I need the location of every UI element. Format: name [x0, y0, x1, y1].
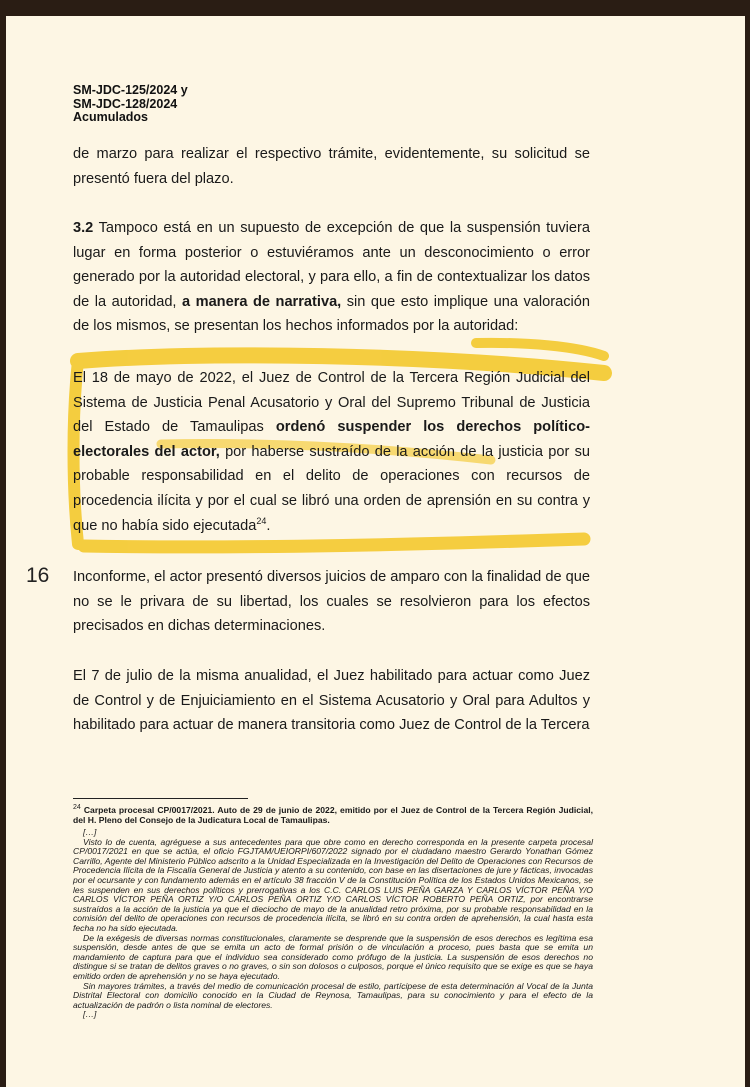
case-accumulated-label: Acumulados [73, 110, 149, 124]
case-number-2: SM-JDC-128/2024 [73, 96, 178, 111]
handwritten-line-number: 16 [26, 564, 50, 587]
footnote-ref-24[interactable]: 24 [256, 515, 267, 526]
footnote-ellipsis-start: […] [83, 827, 97, 837]
footnote-paragraph-1: Visto lo de cuenta, agréguese a sus antecedentes para que obre como en derecho corresponda en la presente carpeta procesal CP/0017/2021 en que se actúa, el oficio FGJTAM/UEIORPI/607/2022 signado por el ciudadano maestro Gerardo Yonathan Gómez Carrillo, Agente del Ministerio Público adscrito a la Unidad Especializada en la Investigación del Delito de Operaciones con Recursos de Procedencia Ilícita de la Fiscalía General de Justicia y atento a su contenido, con base en las disertaciones de jure y fácticas, invocadas por el ocursante y con fundamento además en el artículo 38 fracción V de la Constitución Política de los Estados Unidos Mexicanos, se les suspenden en sus derechos políticos y prerrogativas a los C.C. CARLOS LUIS PEÑA GARZA Y CARLOS VÍCTOR PEÑA Y/O CARLOS VÍCTOR PEÑA ORTIZ Y/O CARLOS PEÑA ORTIZ Y/O CARLOS VÍCTOR ROBERTO PEÑA ORTIZ, por encontrarse sustraídos a la acción de la justicia ya que el dieciocho de mayo de la anualidad retro próxima, por su probable responsabilidad en la comisión del delito de operaciones con recursos de procedencia ilícita, se libró en su contra orden de aprehensión, la cual hasta esta fecha no ha sido ejecutada. [73, 836, 593, 933]
paragraph-3-2: 3.2 Tampoco está en un supuesto de excepción de que la suspensión tuviera lugar en forma posterior o estuviéramos ante un desconocimiento o error generado por la autoridad electoral, y para ello, a fin de contextualizar los datos de la autoridad, a manera de narrativa, sin que esto implique una valoración de los mismos, se presentan los hechos informados por la autoridad: [73, 220, 590, 335]
footnote-paragraph-3: Sin mayores trámites, a través del medio de comunicación procesal de estilo, partícipese de esta determinación al Vocal de la Junta Distrital Electoral con domicilio conocido en la Ciudad de Reynosa, Tamaulipas, para su conocimiento y para el efecto de la actualización de padrón o lista nominal de electores. [73, 980, 593, 1010]
narrative-emphasis: a manera de narrativa, [181, 293, 342, 310]
highlight-bottom-stroke [84, 539, 584, 547]
paragraph-amparo: Inconforme, el actor presentó diversos juicios de amparo con la finalidad de que no se le privara de su libertad, los cuales se resolvieron para los efectos precisados en dichas determinaciones. [73, 569, 590, 635]
footnote-24-body [73, 828, 593, 1020]
section-number: 3.2 [73, 220, 94, 236]
suspension-emphasis: ordenó suspender los derechos político-electorales del actor, [73, 419, 590, 460]
case-header [73, 84, 188, 125]
paragraph-highlighted-facts: El 18 de mayo de 2022, el Juez de Control de la Tercera Región Judicial del Sistema de Justicia Penal Acusatorio y Oral del Supremo Tribunal de Justicia del Estado de Tamaulipas ordenó suspender los derechos político-electorales del actor, por haberse sustraído de la acción de la justicia por su probable responsabilidad en el delito de operaciones con recursos de procedencia ilícita y por el cual se libró una orden de aprensión en su contra y que no había sido ejecutada$^{24}$. [73, 370, 590, 534]
footnote-paragraph-2: De la exégesis de diversas normas constitucionales, claramente se desprende que la suspensión de esos derechos es legítima esa suspensión, desde antes de que se emita un acto de formal prisión o de vinculación a proceso, pues basta que se emita un mandamiento de captura para que el individuo sea considerado como prófugo de la justicia. La suspensión de esos derechos no distingue si se tratan de delitos graves o no graves, o sin son dolosos o culposos, porque el único requisito que se exige es que se haya emitido orden de aprehensión y no se haya ejecutado. [73, 932, 593, 981]
footnote-separator [73, 798, 248, 799]
footnote-marker: 24 [73, 804, 81, 812]
highlight-top-right-stroke [476, 343, 604, 356]
footnote-24-title: $^{24}$ Carpeta procesal CP/0017/2021. Auto de 29 de junio de 2022, emitido por el Juez de Control de la Tercera Región Judicial, del H. Pleno del Consejo de la Judicatura Local de Tamaulipas. [73, 804, 593, 825]
paragraph-july-7: El 7 de julio de la misma anualidad, el Juez habilitado para actuar como Juez de Control y de Enjuiciamiento en el Sistema Acusatorio y Oral para Adultos y habilitado para actuar de manera transitoria como Juez de Control de la Tercera [73, 668, 590, 734]
document-page [6, 16, 745, 1087]
footnote-ellipsis-end: […] [83, 1009, 97, 1020]
paragraph-1: de marzo para realizar el respectivo trámite, evidentemente, su solicitud se presentó fuera del plazo. [73, 146, 590, 187]
case-number-1: SM-JDC-125/2024 y [73, 83, 188, 97]
